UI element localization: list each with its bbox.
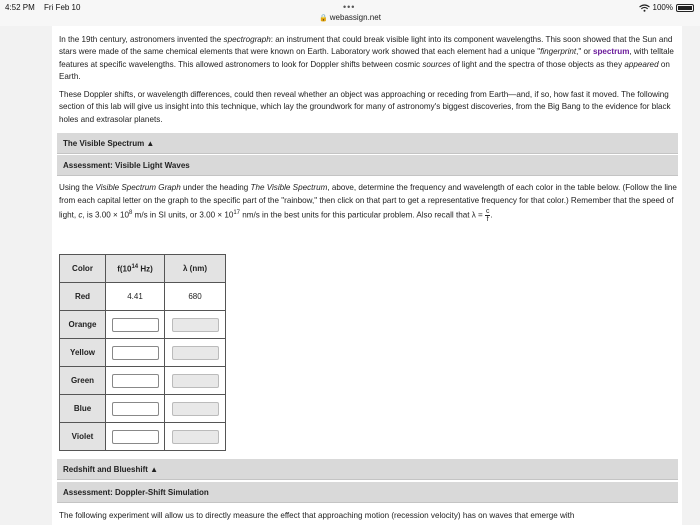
frequency-input[interactable] xyxy=(112,318,159,332)
frequency-cell xyxy=(106,311,165,339)
instr-heading-name: The Visible Spectrum xyxy=(250,183,328,192)
url-text: webassign.net xyxy=(329,13,381,22)
visible-spectrum-section-header[interactable]: The Visible Spectrum ▲ xyxy=(57,133,678,154)
address-bar[interactable] xyxy=(0,13,700,22)
row-color-label: Green xyxy=(60,367,106,395)
red-frequency-value: 4.41 xyxy=(106,283,165,311)
color-wavelength-table xyxy=(59,254,226,451)
tab-dots-icon[interactable]: ••• xyxy=(343,2,356,12)
instr-exponent-si: 8 xyxy=(128,210,133,216)
instr-graph-name: Visible Spectrum Graph xyxy=(95,183,181,192)
wavelength-input[interactable] xyxy=(172,346,219,360)
wavelength-cell xyxy=(165,339,226,367)
status-bar xyxy=(0,0,700,26)
instr-text-g: , is 3.00 × 10 xyxy=(82,210,129,220)
header-frequency-base: f(10 xyxy=(117,264,132,274)
instr-text-h: m/s in SI units, or 3.00 × 10 xyxy=(132,210,234,220)
doppler-assessment-header[interactable]: Assessment: Doppler-Shift Simulation xyxy=(57,482,678,503)
intro-text-segment: of light and the spectra of those objects as they xyxy=(450,59,625,69)
table-row xyxy=(60,423,226,451)
intro-text-segment: on Earth. xyxy=(59,59,670,81)
header-frequency-exponent: 14 xyxy=(131,263,139,270)
frequency-cell xyxy=(106,339,165,367)
table-row xyxy=(60,367,226,395)
status-date: Fri Feb 10 xyxy=(44,3,81,12)
red-wavelength-value: 680 xyxy=(165,283,226,311)
answer-rows xyxy=(60,311,226,451)
intro-text-segment: spectrograph xyxy=(223,35,271,44)
instr-c-symbol: c xyxy=(78,210,83,220)
battery-percent: 100% xyxy=(652,3,673,12)
header-wavelength: λ (nm) xyxy=(165,255,226,283)
instr-text-c: under the heading xyxy=(180,183,251,192)
visible-light-assessment-header[interactable]: Assessment: Visible Light Waves xyxy=(57,155,678,176)
instr-text-e: , above, determine the frequency and wavelength of each color in the table below. (Follow the line from each capital letter on the graph to the specific part of the "rainbow," then click on that part to get a representative frequency for that color.) Remember that the speed of light, xyxy=(59,183,677,220)
fraction-numerator: c xyxy=(485,208,490,216)
battery-icon xyxy=(676,4,694,12)
row-color-label: Orange xyxy=(60,311,106,339)
frequency-cell xyxy=(106,423,165,451)
table-row xyxy=(60,311,226,339)
intro-text-segment: , with telltale features at specific wavelengths. This allowed astronomers to look for Doppler shifts between cosmic xyxy=(59,47,674,69)
table-row xyxy=(60,395,226,423)
wavelength-input[interactable] xyxy=(172,318,219,332)
frequency-cell xyxy=(106,395,165,423)
header-frequency-unit: Hz) xyxy=(138,264,153,274)
instr-text-i: nm/s in the best units for this particular problem. Also recall that λ = xyxy=(240,210,485,220)
spectrum-link[interactable]: spectrum xyxy=(592,47,630,57)
frequency-input[interactable] xyxy=(112,430,159,444)
intro-text-segment: sources xyxy=(422,59,451,69)
row-color-label: Red xyxy=(60,283,106,311)
row-color-label: Blue xyxy=(60,395,106,423)
instr-text-a: Using the xyxy=(59,183,96,192)
intro-text-segment: ," or xyxy=(576,47,593,57)
table-row xyxy=(60,339,226,367)
lock-icon: 🔒 xyxy=(319,15,328,22)
experiment-paragraph: The following experiment will allow us to directly measure the effect that approaching motion (recession velocity) has on waves that emerge with xyxy=(59,511,575,520)
intro-text-segment: : an instrument that could break visible light into its component wavelengths. This soon showed that the Sun and stars were made of the same chemical elements that were known on Earth. Laboratory work showed that each element had a unique " xyxy=(59,35,673,57)
wavelength-cell xyxy=(165,367,226,395)
header-color: Color xyxy=(60,255,106,283)
redshift-section-header[interactable]: Redshift and Blueshift ▲ xyxy=(57,459,678,480)
status-indicators xyxy=(639,3,694,12)
status-time: 4:52 PM xyxy=(5,3,35,12)
fraction-denominator: f xyxy=(486,216,489,224)
frequency-input[interactable] xyxy=(112,374,159,388)
intro-paragraph-2: These Doppler shifts, or wavelength differences, could then reveal whether an object was approaching or receding from Earth—and, if so, how fast it moved. The following section of this lab will give us insight into this technique, which lay the groundwork for many of astronomy's biggest discoveries, from the Big Bang to the evidence for black holes and extrasolar planets. xyxy=(59,90,671,124)
frequency-input[interactable] xyxy=(112,346,159,360)
frequency-cell xyxy=(106,367,165,395)
wavelength-cell xyxy=(165,395,226,423)
wavelength-cell xyxy=(165,423,226,451)
wavelength-cell xyxy=(165,311,226,339)
intro-paragraph-1 xyxy=(59,34,679,83)
row-color-label: Violet xyxy=(60,423,106,451)
wavelength-input[interactable] xyxy=(172,430,219,444)
intro-text-segment: In the 19th century, astronomers invented the xyxy=(59,35,224,44)
webassign-page xyxy=(52,26,682,525)
wifi-icon xyxy=(639,4,650,12)
instr-exponent-nm: 17 xyxy=(233,210,241,216)
table-row xyxy=(60,283,226,311)
intro-text-segment: appeared xyxy=(624,59,659,69)
wavelength-input[interactable] xyxy=(172,374,219,388)
frequency-input[interactable] xyxy=(112,402,159,416)
intro-text-segment: fingerprint xyxy=(540,47,577,57)
assessment-instructions xyxy=(59,181,679,223)
instr-text-j: . xyxy=(490,210,493,220)
header-frequency xyxy=(106,255,165,283)
wavelength-input[interactable] xyxy=(172,402,219,416)
table-header-row xyxy=(60,255,226,283)
row-color-label: Yellow xyxy=(60,339,106,367)
